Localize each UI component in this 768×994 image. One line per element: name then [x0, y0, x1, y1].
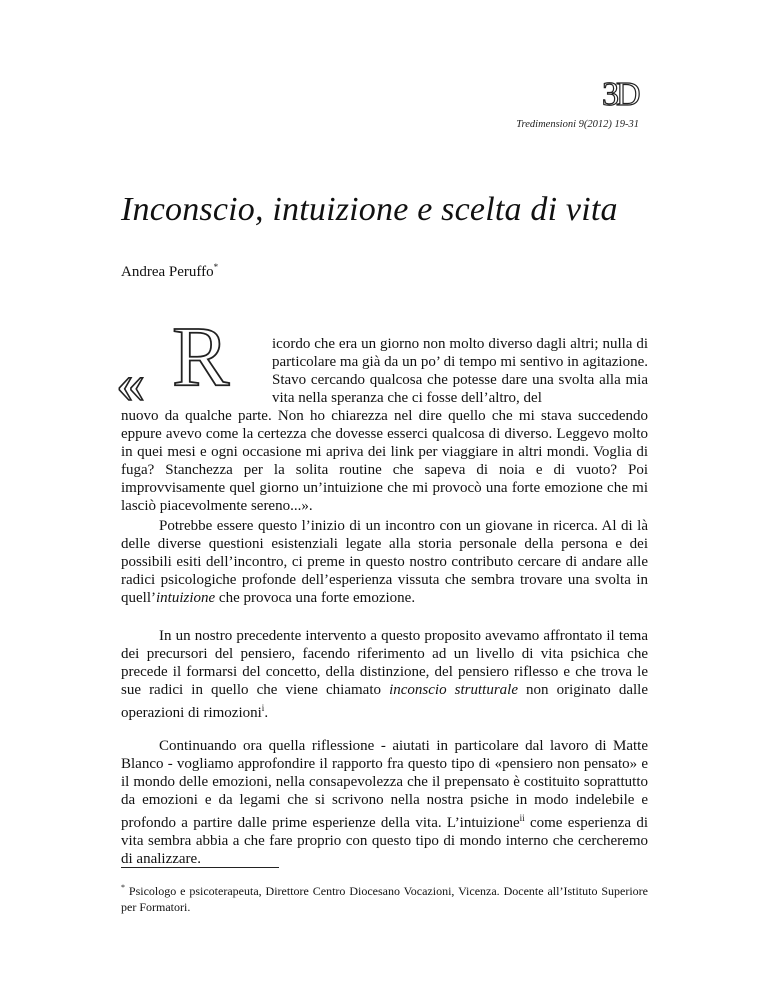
paragraph-3-period: . [264, 705, 269, 721]
paragraph-4-text: Continuando ora quella riflessione - aiutati in particolare dal lavoro di Matte Blanco - vogliamo approfondire il rapporto fra questo tipo di «pensiero non pensato» e il mondo delle emozioni, nella consapevolezza che il prepensato è costituito soprattutto da emozioni e da legami che si scrivono nella nostra psiche in modo indelebile e profondo a partire dalle prime esperienze della vita. L’intuizione [121, 738, 648, 831]
endnote-ref-ii[interactable]: ii [519, 813, 525, 823]
paragraph-4 [121, 737, 648, 868]
paragraph-2-text: Potrebbe essere questo l’inizio di un incontro con un giovane in ricerca. Al di là delle diverse questioni esistenziali legate alla storia personale della persona e dei possibili esiti dell’incontro, ci preme in questo nostro contributo cercare di andare alle radici psicologiche profonde dell’esperienza vissuta che sembra trovare una svolta in quell’ [121, 518, 648, 606]
paragraph-2-emphasis: intuizione [156, 590, 216, 606]
author-line [121, 262, 218, 281]
paragraph-2 [121, 517, 648, 607]
paragraph-3-emphasis: inconscio strutturale [389, 682, 518, 698]
article-title: Inconscio, intuizione e scelta di vita [121, 191, 618, 228]
paragraph-2-end: che provoca una forte emozione. [215, 590, 416, 606]
footnote-mark: * [121, 883, 125, 892]
author-name: Andrea Peruffo [121, 264, 214, 280]
paragraph-1-body: nuovo da qualche parte. Non ho chiarezza nel dire quello che mi stava succedendo eppure avevo come la certezza che dovesse esserci qualcosa di diverso. Leggevo molto in quei mesi e ogni occasione mi apriva dei link per viaggiare in altri mondi. Voglia di fuga? Stanchezza per la solita routine che sapeva di noia e di vuoto? Poi improvvisamente quel giorno un’intuizione che mi provocò una forte emozione che mi lasciò piacevolmente sereno...». [121, 408, 648, 514]
author-footnote-mark: * [213, 262, 219, 272]
endnote-ref-i[interactable]: i [261, 703, 265, 713]
footnote-divider [121, 867, 279, 868]
paragraph-3-end: non originato dalle operazioni di rimozioni [121, 682, 649, 721]
footnote [121, 880, 648, 915]
journal-logo: 3D [602, 76, 638, 113]
dropcap-letter: R [172, 308, 230, 404]
paragraph-4-end: come esperienza di vita sembra abbia a che fare proprio con questo tipo di mondo interno che cercheremo di analizzare. [121, 815, 648, 867]
paragraph-3 [121, 627, 648, 722]
footnote-text: Psicologo e psicoterapeuta, Direttore Centro Diocesano Vocazioni, Vicenza. Docente all’Istituto Superiore per Formatori. [121, 884, 648, 914]
paragraph-3-text: In un nostro precedente intervento a questo proposito avevamo affrontato il tema dei precursori del pensiero, facendo riferimento ad un livello di vita psichica che precede il formarsi del concetto, della distinzione, del pensiero riflesso e che trova le sue radici in quello che viene chiamato [121, 628, 648, 698]
dropcap-quote-mark: « [116, 350, 145, 415]
paragraph-1-opening: icordo che era un giorno non molto diverso dagli altri; nulla di particolare ma già da un po’ di tempo mi sentivo in agitazione. Stavo cercando qualcosa che potesse dare una svolta alla mia vita nella speranza che ci fosse dell’altro, del [272, 336, 648, 406]
journal-reference: Tredimensioni 9(2012) 19-31 [516, 119, 639, 130]
